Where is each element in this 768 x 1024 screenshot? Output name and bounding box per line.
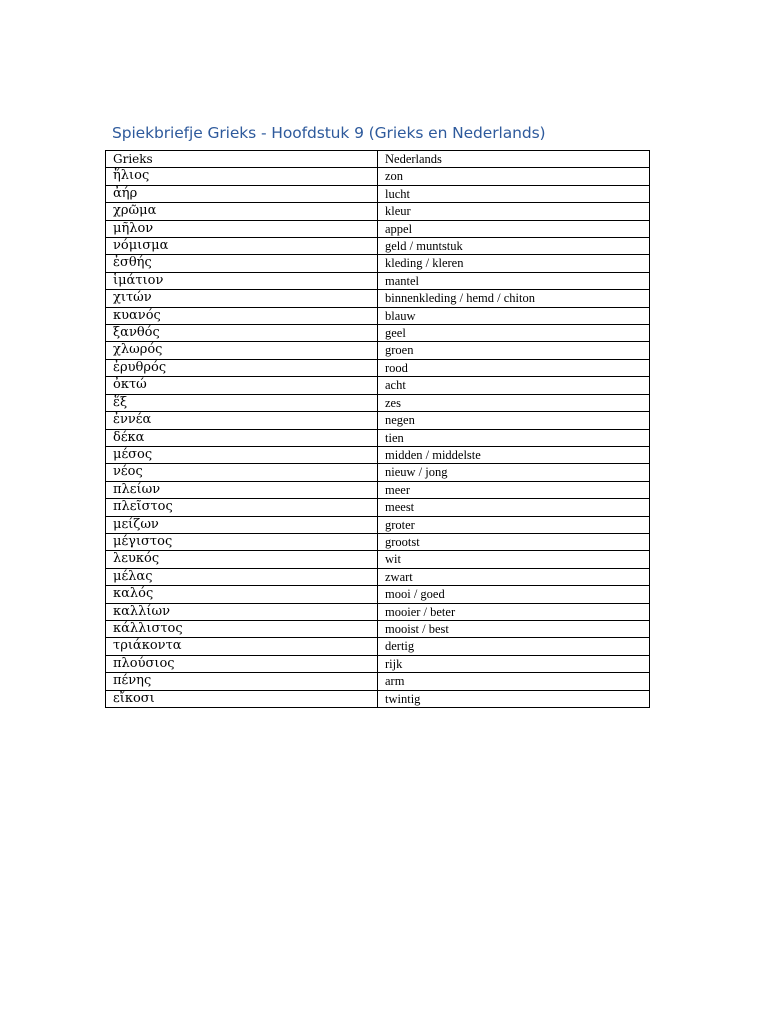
table-row <box>106 220 650 237</box>
greek-word-cell: ἐννέα <box>106 412 378 429</box>
header-dutch: Nederlands <box>378 151 650 168</box>
greek-word-cell: κάλλιστος <box>106 620 378 637</box>
greek-word-cell: ἀήρ <box>106 185 378 202</box>
table-row <box>106 342 650 359</box>
dutch-translation-cell: kleding / kleren <box>378 255 650 272</box>
greek-word-cell: ἐσθής <box>106 255 378 272</box>
table-row <box>106 481 650 498</box>
dutch-translation-cell: negen <box>378 412 650 429</box>
table-row <box>106 203 650 220</box>
greek-word-cell: πλείων <box>106 481 378 498</box>
table-row <box>106 499 650 516</box>
dutch-translation-cell: tien <box>378 429 650 446</box>
dutch-translation-cell: meer <box>378 481 650 498</box>
greek-word-cell: κυανός <box>106 307 378 324</box>
greek-word-cell: μέγιστος <box>106 533 378 550</box>
table-row <box>106 168 650 185</box>
dutch-translation-cell: rijk <box>378 655 650 672</box>
dutch-translation-cell: geel <box>378 325 650 342</box>
table-row <box>106 272 650 289</box>
table-row <box>106 238 650 255</box>
dutch-translation-cell: mooist / best <box>378 620 650 637</box>
dutch-translation-cell: groter <box>378 516 650 533</box>
table-row <box>106 533 650 550</box>
dutch-translation-cell: lucht <box>378 185 650 202</box>
greek-word-cell: πλεῖστος <box>106 499 378 516</box>
greek-word-cell: μέσος <box>106 446 378 463</box>
dutch-translation-cell: groen <box>378 342 650 359</box>
table-row <box>106 185 650 202</box>
greek-word-cell: τριάκοντα <box>106 638 378 655</box>
greek-word-cell: πλούσιος <box>106 655 378 672</box>
table-row <box>106 412 650 429</box>
header-greek: Grieks <box>106 151 378 168</box>
greek-word-cell: δέκα <box>106 429 378 446</box>
table-row <box>106 673 650 690</box>
dutch-translation-cell: kleur <box>378 203 650 220</box>
greek-word-cell: χιτών <box>106 290 378 307</box>
table-row <box>106 516 650 533</box>
dutch-translation-cell: grootst <box>378 533 650 550</box>
greek-word-cell: ἕξ <box>106 394 378 411</box>
dutch-translation-cell: nieuw / jong <box>378 464 650 481</box>
greek-word-cell: καλλίων <box>106 603 378 620</box>
greek-word-cell: εἴκοσι <box>106 690 378 707</box>
greek-word-cell: μῆλον <box>106 220 378 237</box>
dutch-translation-cell: geld / muntstuk <box>378 238 650 255</box>
greek-word-cell: ὀκτώ <box>106 377 378 394</box>
table-header-row <box>106 151 650 168</box>
table-row <box>106 568 650 585</box>
dutch-translation-cell: zon <box>378 168 650 185</box>
table-row <box>106 377 650 394</box>
table-row <box>106 255 650 272</box>
greek-word-cell: χλωρός <box>106 342 378 359</box>
dutch-translation-cell: arm <box>378 673 650 690</box>
dutch-translation-cell: zwart <box>378 568 650 585</box>
table-row <box>106 603 650 620</box>
dutch-translation-cell: mantel <box>378 272 650 289</box>
table-row <box>106 446 650 463</box>
greek-word-cell: χρῶμα <box>106 203 378 220</box>
dutch-translation-cell: twintig <box>378 690 650 707</box>
table-row <box>106 394 650 411</box>
dutch-translation-cell: binnenkleding / hemd / chiton <box>378 290 650 307</box>
dutch-translation-cell: wit <box>378 551 650 568</box>
table-row <box>106 359 650 376</box>
table-row <box>106 464 650 481</box>
table-body <box>106 168 650 708</box>
table-row <box>106 551 650 568</box>
dutch-translation-cell: mooi / goed <box>378 586 650 603</box>
dutch-translation-cell: acht <box>378 377 650 394</box>
table-row <box>106 690 650 707</box>
table-row <box>106 290 650 307</box>
greek-word-cell: πένης <box>106 673 378 690</box>
dutch-translation-cell: rood <box>378 359 650 376</box>
table-row <box>106 620 650 637</box>
table-row <box>106 307 650 324</box>
table-row <box>106 655 650 672</box>
greek-word-cell: καλός <box>106 586 378 603</box>
table-row <box>106 325 650 342</box>
greek-word-cell: νόμισμα <box>106 238 378 255</box>
document-title: Spiekbriefje Grieks - Hoofdstuk 9 (Grieks en Nederlands) <box>112 124 546 142</box>
table-row <box>106 429 650 446</box>
greek-word-cell: νέος <box>106 464 378 481</box>
vocabulary-table <box>105 150 650 708</box>
dutch-translation-cell: meest <box>378 499 650 516</box>
table-row <box>106 638 650 655</box>
dutch-translation-cell: zes <box>378 394 650 411</box>
table-row <box>106 586 650 603</box>
dutch-translation-cell: appel <box>378 220 650 237</box>
dutch-translation-cell: dertig <box>378 638 650 655</box>
dutch-translation-cell: blauw <box>378 307 650 324</box>
greek-word-cell: ἥλιος <box>106 168 378 185</box>
dutch-translation-cell: mooier / beter <box>378 603 650 620</box>
greek-word-cell: ξανθός <box>106 325 378 342</box>
greek-word-cell: ἐρυθρός <box>106 359 378 376</box>
dutch-translation-cell: midden / middelste <box>378 446 650 463</box>
greek-word-cell: μέλας <box>106 568 378 585</box>
greek-word-cell: μείζων <box>106 516 378 533</box>
greek-word-cell: λευκός <box>106 551 378 568</box>
greek-word-cell: ἱμάτιον <box>106 272 378 289</box>
